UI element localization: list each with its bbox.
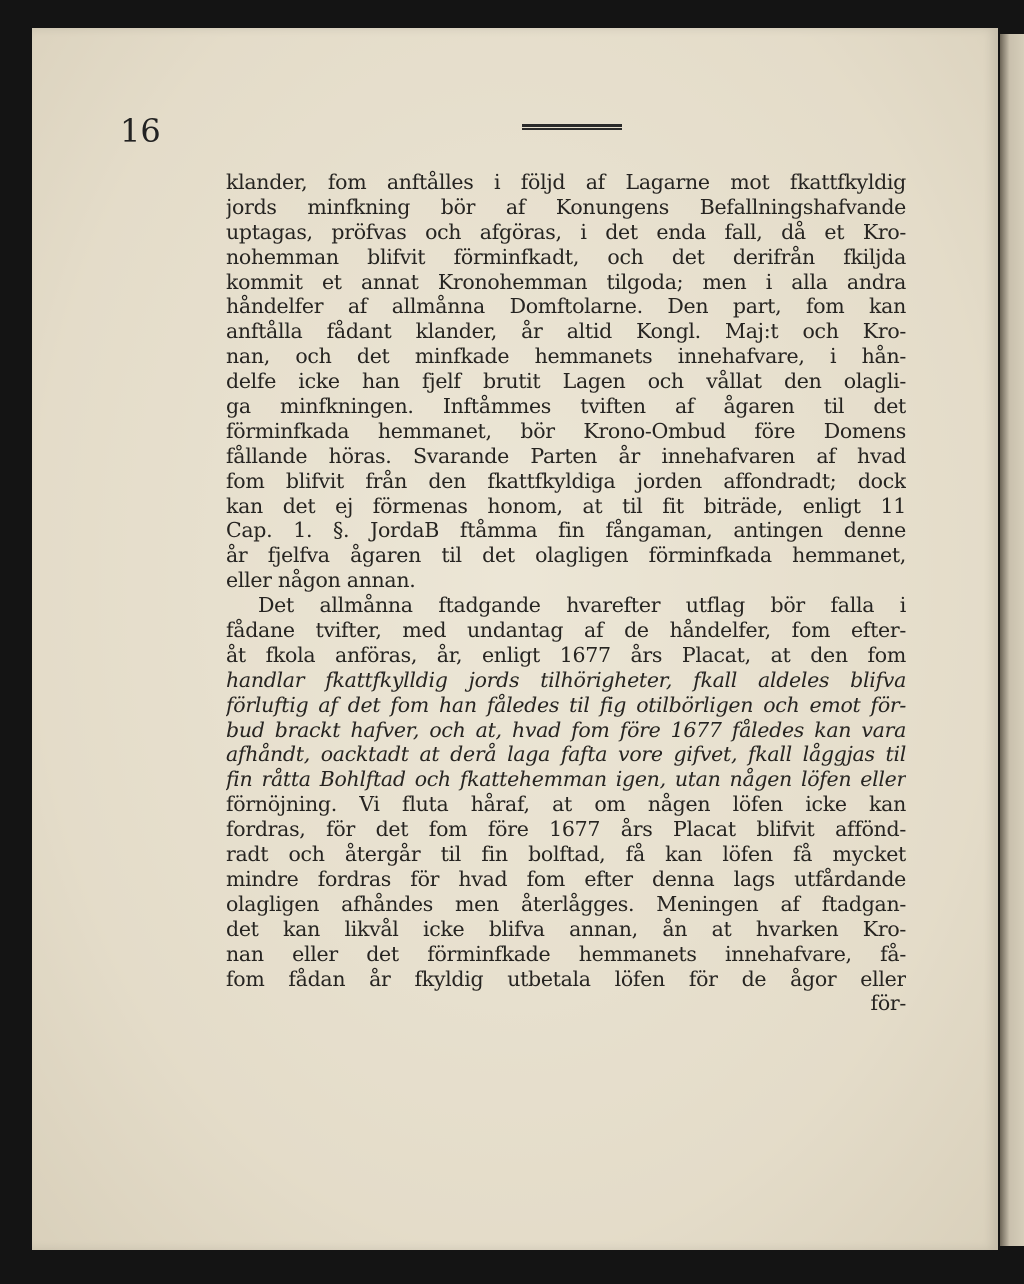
- text-line: olagligen afhåndes men återlågges. Meningen af ftadgan-: [226, 891, 906, 916]
- text-line: uptagas, pröfvas och afgöras, i det enda fall, då et Kro-: [226, 219, 906, 244]
- text-line: kommit et annat Kronohemman tilgoda; men i alla andra: [226, 269, 906, 294]
- text-line: jords minfkning bör af Konungens Befallningshafvande: [226, 194, 906, 219]
- text-line: fordras, för det fom före 1677 års Placat blifvit affönd-: [226, 817, 906, 842]
- text-line: ga minfkningen. Inftåmmes tviften af ågaren til det: [226, 394, 906, 419]
- text-line: klander, fom anftålles i följd af Lagarne mot fkattfkyldig: [226, 170, 906, 194]
- text-line: nan eller det förminfkade hemmanets innehafvare, få-: [226, 941, 906, 966]
- text-line: fållande höras. Svarande Parten år innehafvaren af hvad: [226, 443, 906, 468]
- text-line: fom fådan år fkyldig utbetala löfen för de ågor eller: [226, 966, 906, 991]
- body-text: [226, 170, 906, 1016]
- text-line: handlar fkattfkylldig jords tilhörigheter, fkall aldeles blifva: [226, 667, 906, 692]
- text-line: radt och återgår til fin bolftad, få kan löfen få mycket: [226, 842, 906, 867]
- text-line: förnöjning. Vi fluta håraf, at om någen löfen icke kan: [226, 792, 906, 817]
- text-line: Det allmånna ftadgande hvarefter utflag bör falla i: [258, 593, 906, 618]
- page-number: 16: [120, 112, 161, 150]
- text-line: Cap. 1. §. JordaB ftåmma fin fångaman, antingen denne: [226, 518, 906, 543]
- text-line: år fjelfva ågaren til det olagligen förminfkada hemmanet,: [226, 543, 906, 568]
- text-line: nan, och det minfkade hemmanets innehafvare, i hån-: [226, 344, 906, 369]
- text-line: kan det ej förmenas honom, at til fit biträde, enligt 11: [226, 493, 906, 518]
- text-line: förluftig af det fom han fåledes til fig otilbörligen och emot för-: [226, 692, 906, 717]
- text-line: fom blifvit från den fkattfkyldiga jorden affondradt; dock: [226, 468, 906, 493]
- text-line: förminfkada hemmanet, bör Krono-Ombud före Domens: [226, 418, 906, 443]
- next-page-edge: [1000, 34, 1024, 1246]
- text-line: afhåndt, oacktadt at derå laga fafta vore gifvet, fkall låggjas til: [226, 742, 906, 767]
- header-rule: [522, 124, 622, 130]
- text-line: mindre fordras för hvad fom efter denna lags utfårdande: [226, 866, 906, 891]
- text-line: anftålla fådant klander, år altid Kongl. Maj:t och Kro-: [226, 319, 906, 344]
- text-line: bud brackt hafver, och at, hvad fom före 1677 fåledes kan vara: [226, 717, 906, 742]
- text-line: åt fkola anföras, år, enligt 1677 års Placat, at den fom: [226, 642, 906, 667]
- text-line: håndelfer af allmånna Domftolarne. Den part, fom kan: [226, 294, 906, 319]
- text-line: fådane tvifter, med undantag af de håndelfer, fom efter-: [226, 618, 906, 643]
- text-line: delfe icke han fjelf brutit Lagen och vållat den olagli-: [226, 369, 906, 394]
- text-line: fin råtta Bohlftad och fkattehemman igen, utan någen löfen eller: [226, 767, 906, 792]
- text-line: för-: [870, 991, 906, 1016]
- text-line: nohemman blifvit förminfkadt, och det derifrån fkiljda: [226, 244, 906, 269]
- text-line: det kan likvål icke blifva annan, ån at hvarken Kro-: [226, 916, 906, 941]
- text-line: eller någon annan.: [226, 568, 416, 593]
